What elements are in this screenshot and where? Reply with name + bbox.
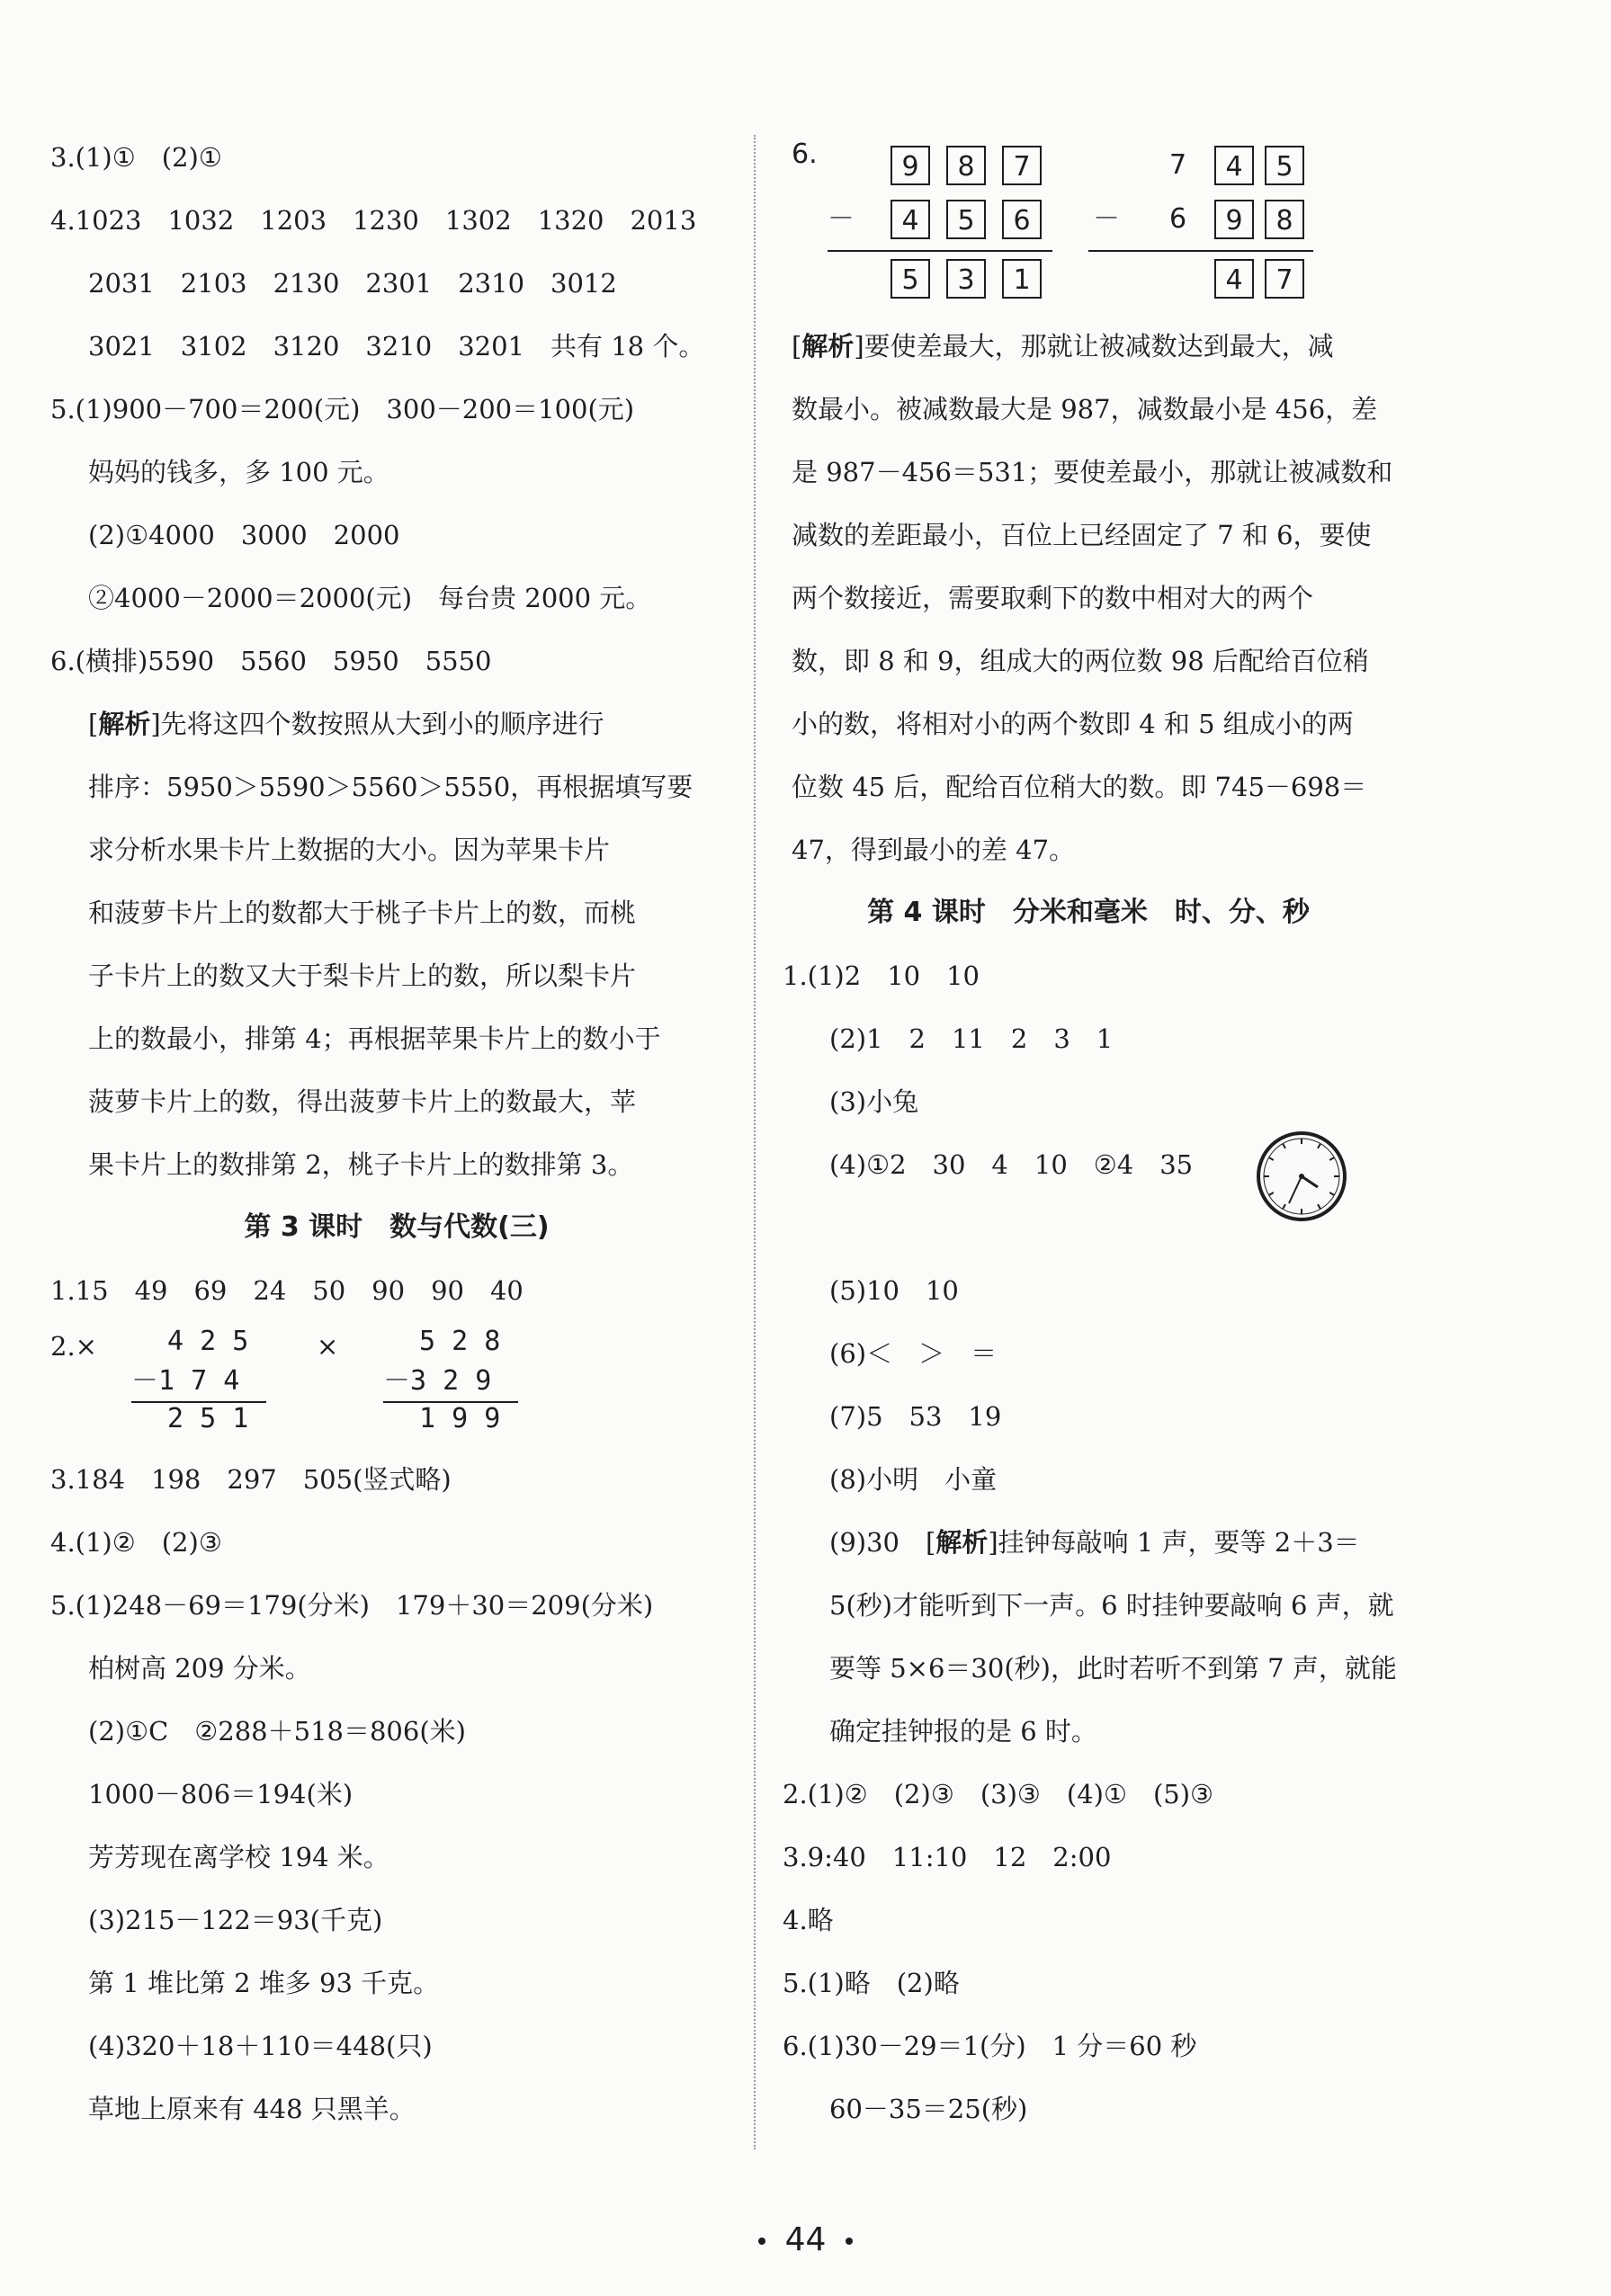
right-q6-expl-line3: 是 987－456＝531；要使差最小，那就让被减数和 (792, 457, 1393, 487)
cross-mark: × (317, 1331, 339, 1362)
answer-q6-expl-line1: [解析]先将这四个数按照从大到小的顺序进行 (88, 709, 604, 739)
s4-answer-q1-8: (8)小明 小童 (829, 1464, 998, 1495)
answer-q6: 6.(横排)5590 5560 5950 5550 (50, 646, 492, 676)
digit-box: 7 (1265, 259, 1304, 299)
s3-answer-q3: 3.184 198 297 505(竖式略) (50, 1464, 452, 1495)
q1-4-text: (4)①2 30 4 10 ②4 35 (829, 1149, 1194, 1180)
q6-label: 6. (792, 138, 818, 170)
answer-q5-line1: 5.(1)900－700＝200(元) 300－200＝100(元) (50, 394, 635, 424)
analysis-tag: 解析 (801, 331, 855, 362)
answer-q6-expl-line8: 果卡片上的数排第 2，桃子卡片上的数排第 3。 (88, 1149, 634, 1180)
minus-sign: － (828, 203, 855, 235)
digit-box: 8 (1265, 200, 1304, 239)
answer-q6-expl-line2: 排序：5950＞5590＞5560＞5550，再根据填写要 (88, 772, 694, 802)
s4-answer-q6-line2: 60－35＝25(秒) (829, 2094, 1028, 2124)
page-number: 44 (784, 2221, 827, 2258)
s3-answer-q5-line6: (3)215－122＝93(千克) (88, 1905, 383, 1935)
s4-answer-q3: 3.9:40 11:10 12 2:00 (783, 1842, 1112, 1872)
right-q6-expl-line6: 数，即 8 和 9，组成大的两位数 98 后配给百位稍 (792, 646, 1369, 676)
right-q6-expl-line7: 小的数，将相对小的两个数即 4 和 5 组成小的两 (792, 709, 1354, 739)
digit-box: 4 (1214, 259, 1254, 299)
analysis-tag: 解析 (935, 1527, 989, 1558)
page-footer (0, 2221, 1611, 2258)
answer-q4-line3: 3021 3102 3120 3210 3201 共有 18 个。 (88, 331, 705, 362)
digit-plain: 6 (1169, 203, 1187, 235)
difference: 1 9 9 (419, 1403, 501, 1434)
s3-answer-q2 (50, 1322, 743, 1448)
digit-box: 5 (891, 259, 930, 299)
answer-q6-expl-line6: 上的数最小，排第 4；再根据苹果卡片上的数小于 (88, 1023, 661, 1054)
answer-q3: 3.(1)① (2)① (50, 142, 222, 173)
answer-q6-expl-line7: 菠萝卡片上的数，得出菠萝卡片上的数最大，苹 (88, 1086, 637, 1117)
subtrahend: －3 2 9 (383, 1365, 492, 1397)
s3-answer-q4: 4.(1)② (2)③ (50, 1527, 222, 1558)
clock-face-icon (1255, 1130, 1348, 1223)
section-heading-3: 第 3 课时 数与代数(三) (244, 1211, 550, 1243)
section-heading-4: 第 4 课时 分米和毫米 时、分、秒 (867, 897, 1310, 928)
vertical-subtraction-b (383, 1322, 518, 1439)
result-line (1088, 250, 1313, 252)
s3-answer-q5-line7: 第 1 堆比第 2 堆多 93 千克。 (88, 1968, 440, 1998)
answer-q6-expl-line5: 子卡片上的数又大于梨卡片上的数，所以梨卡片 (88, 960, 637, 991)
s4-answer-q1-6: (6)＜ ＞ ＝ (829, 1338, 998, 1369)
answer-q5-line4: ②4000－2000＝2000(元) 每台贵 2000 元。 (88, 583, 652, 613)
expl-text: 要使差最大，那就让被减数达到最大，减 (864, 331, 1334, 362)
answer-q5-line2: 妈妈的钱多，多 100 元。 (88, 457, 389, 487)
digit-box: 3 (946, 259, 986, 299)
digit-box: 1 (1002, 259, 1042, 299)
vertical-subtraction-a (131, 1322, 266, 1439)
answer-q6-expl-line3: 求分析水果卡片上数据的大小。因为苹果卡片 (88, 835, 611, 865)
right-column (783, 126, 1547, 2140)
right-q6-expl-line4: 减数的差距最小，百位上已经固定了 7 和 6，要使 (792, 520, 1372, 550)
digit-box: 7 (1002, 146, 1042, 185)
digit-box: 9 (1214, 200, 1254, 239)
digit-box: 8 (946, 146, 986, 185)
s4-answer-q1-9: (9)30 [解析]挂钟每敲响 1 声，要等 2＋3＝ (829, 1527, 1360, 1558)
footer-dot-right (846, 2238, 853, 2245)
s4-answer-q1-7: (7)5 53 19 (829, 1401, 1002, 1432)
footer-dot-left (758, 2238, 765, 2245)
s4-answer-q1-9-expl2: 5(秒)才能听到下一声。6 时挂钟要敲响 6 声，就 (829, 1590, 1394, 1621)
expl-text: 先将这四个数按照从大到小的顺序进行 (160, 709, 604, 739)
s3-answer-q5-line4: 1000－806＝194(米) (88, 1779, 354, 1809)
s3-answer-q5-line3: (2)①C ②288＋518＝806(米) (88, 1716, 466, 1747)
minuend: 4 2 5 (167, 1326, 249, 1357)
s4-answer-q1-4 (792, 1133, 1547, 1259)
q1-9-answer: (9)30 (829, 1527, 926, 1558)
digit-box: 5 (1265, 146, 1304, 185)
right-q6-expl-line5: 两个数接近，需要取剩下的数中相对大的两个 (792, 583, 1314, 613)
s4-answer-q1-1: 1.(1)2 10 10 (783, 960, 980, 991)
s4-answer-q1-5: (5)10 10 (829, 1275, 959, 1306)
answer-q4-line1: 4.1023 1032 1203 1230 1302 1320 2013 (50, 205, 697, 236)
s3-answer-q1: 1.15 49 69 24 50 90 90 40 (50, 1275, 524, 1306)
s4-answer-q2: 2.(1)② (2)③ (3)③ (4)① (5)③ (783, 1779, 1214, 1809)
digit-box: 9 (891, 146, 930, 185)
digit-box: 4 (1214, 146, 1254, 185)
s3-answer-q5-line5: 芳芳现在离学校 194 米。 (88, 1842, 389, 1872)
right-q6-expl-line1: [解析]要使差最大，那就让被减数达到最大，减 (792, 331, 1334, 362)
s3-answer-q5-line1: 5.(1)248－69＝179(分米) 179＋30＝209(分米) (50, 1590, 654, 1621)
column-divider (754, 135, 756, 2149)
right-q6-expl-line2: 数最小。被减数最大是 987，减数最小是 456，差 (792, 394, 1378, 424)
digit-box: 6 (1002, 200, 1042, 239)
s4-answer-q1-9-expl4: 确定挂钟报的是 6 时。 (829, 1716, 1097, 1747)
right-q6-expl-line8: 位数 45 后，配给百位稍大的数。即 745－698＝ (792, 772, 1367, 802)
answer-q4-line2: 2031 2103 2130 2301 2310 3012 (88, 268, 617, 299)
digit-box: 5 (946, 200, 986, 239)
answer-q6-expl-line4: 和菠萝卡片上的数都大于桃子卡片上的数，而桃 (88, 898, 637, 928)
expl-text: 挂钟每敲响 1 声，要等 2＋3＝ (998, 1527, 1360, 1558)
digit-box: 4 (891, 200, 930, 239)
right-q6-expl-line9: 47，得到最小的差 47。 (792, 835, 1076, 865)
minuend: 5 2 8 (419, 1326, 501, 1357)
digit-box-puzzle (792, 126, 1547, 315)
s3-answer-q5-line8: (4)320＋18＋110＝448(只) (88, 2031, 433, 2061)
result-line (828, 250, 1052, 252)
digit-plain: 7 (1169, 149, 1187, 181)
analysis-tag: 解析 (98, 709, 151, 739)
s3-q2-label: 2.× (50, 1331, 97, 1362)
subtrahend: －1 7 4 (131, 1365, 240, 1397)
minus-sign: － (1093, 203, 1120, 235)
s3-answer-q5-line2: 柏树高 209 分米。 (88, 1653, 311, 1684)
s4-answer-q5: 5.(1)略 (2)略 (783, 1968, 960, 1998)
left-column (50, 126, 743, 2140)
answer-q5-line3: (2)①4000 3000 2000 (88, 520, 400, 550)
s4-answer-q4: 4.略 (783, 1905, 834, 1935)
s3-answer-q5-line9: 草地上原来有 448 只黑羊。 (88, 2094, 416, 2124)
s4-answer-q1-2: (2)1 2 11 2 3 1 (829, 1023, 1114, 1054)
s4-answer-q1-3: (3)小兔 (829, 1086, 919, 1117)
s4-answer-q1-9-expl3: 要等 5×6＝30(秒)，此时若听不到第 7 声，就能 (829, 1653, 1397, 1684)
s4-answer-q6-line1: 6.(1)30－29＝1(分) 1 分＝60 秒 (783, 2031, 1197, 2061)
difference: 2 5 1 (167, 1403, 249, 1434)
